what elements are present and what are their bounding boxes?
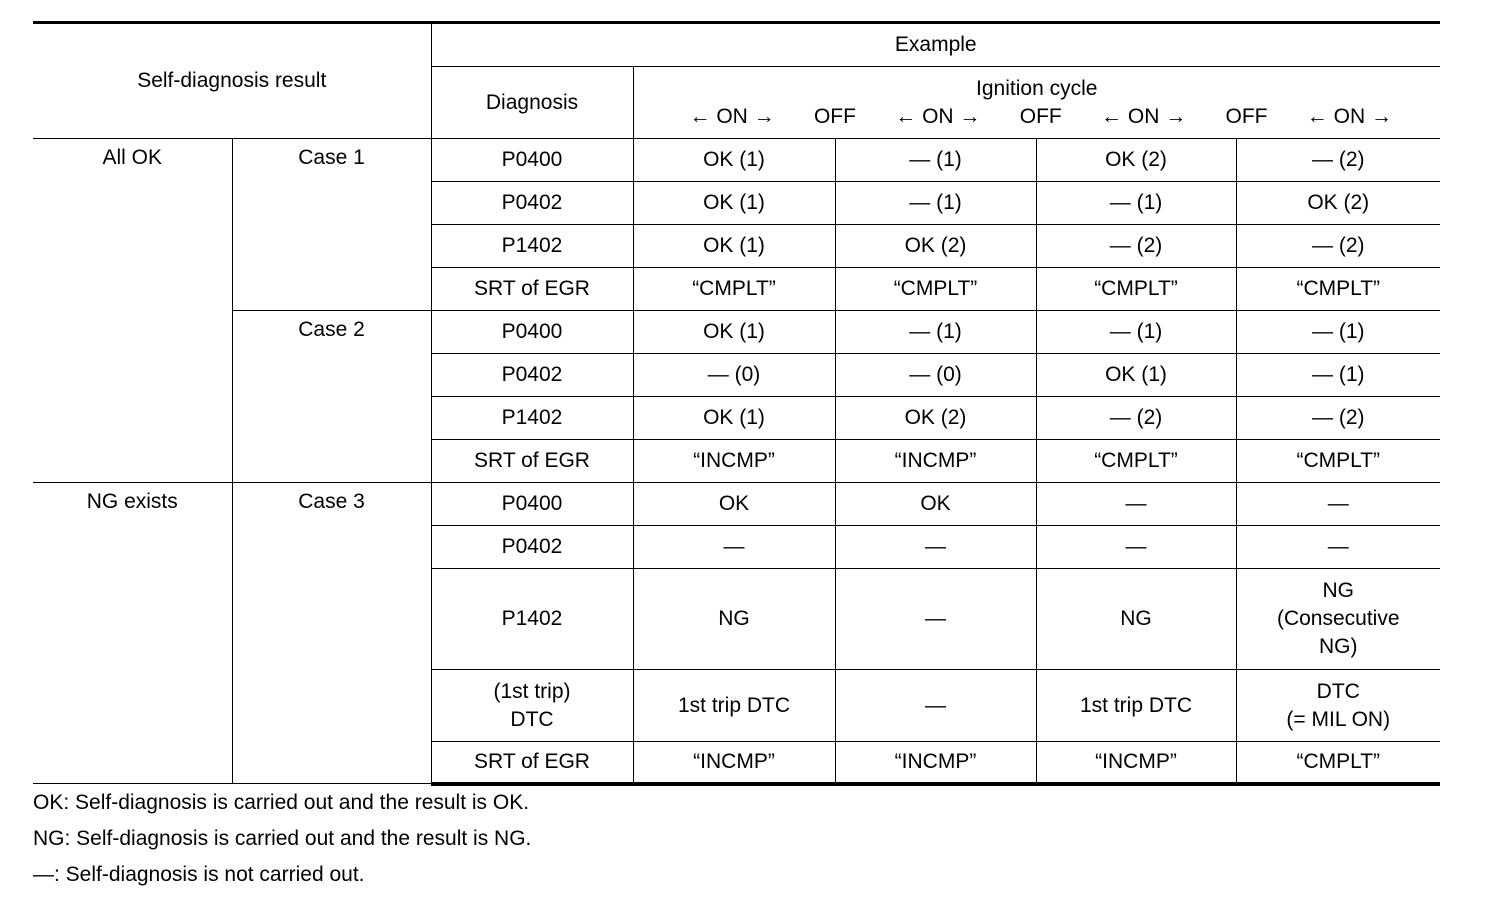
- value-cell: OK: [633, 483, 835, 526]
- note-not-carried-out: —: Self-diagnosis is not carried out.: [33, 863, 365, 886]
- value-cell: “CMPLT”: [633, 268, 835, 311]
- self-diagnosis-result-header: Self-diagnosis result: [33, 23, 431, 139]
- value-cell: — (1): [1036, 182, 1236, 225]
- value-cell: OK (2): [1036, 139, 1236, 182]
- value-cell: — (1): [835, 311, 1036, 354]
- cycle-on-4: ← ON →: [1306, 104, 1392, 128]
- case-3-label: Case 3: [232, 483, 431, 784]
- value-cell: — (2): [1036, 225, 1236, 268]
- value-cell: — (2): [1236, 397, 1440, 440]
- value-cell: — (1): [1236, 311, 1440, 354]
- note-ng: NG: Self-diagnosis is carried out and the result is NG.: [33, 827, 532, 850]
- ignition-cycle-title: Ignition cycle: [976, 76, 1098, 100]
- srt-table-document: [33, 21, 1440, 786]
- srt-diagnosis-table: [33, 21, 1440, 786]
- value-cell: —: [1036, 483, 1236, 526]
- group-ng-exists: NG exists: [33, 483, 232, 784]
- diagnosis-cell: P0402: [431, 354, 633, 397]
- value-cell: — (1): [835, 139, 1036, 182]
- ignition-cycle-header: [633, 67, 1440, 139]
- value-cell: OK: [835, 483, 1036, 526]
- example-header: Example: [431, 23, 1440, 67]
- cycle-on-3: ← ON →: [1101, 104, 1187, 128]
- diagnosis-cell: SRT of EGR: [431, 268, 633, 311]
- value-cell: “CMPLT”: [1036, 440, 1236, 483]
- value-cell: 1st trip DTC: [633, 670, 835, 742]
- value-cell: — (2): [1236, 225, 1440, 268]
- value-cell: OK (1): [633, 225, 835, 268]
- value-cell: NG: [633, 569, 835, 670]
- cycle-on-1: ← ON →: [689, 104, 775, 128]
- value-cell: OK (2): [835, 397, 1036, 440]
- value-cell: NG (Consecutive NG): [1236, 569, 1440, 670]
- value-cell: “INCMP”: [835, 742, 1036, 784]
- value-cell: OK (1): [633, 311, 835, 354]
- value-cell: —: [1236, 526, 1440, 569]
- value-cell: — (1): [1236, 354, 1440, 397]
- value-cell: OK (2): [835, 225, 1036, 268]
- diagnosis-cell: SRT of EGR: [431, 440, 633, 483]
- diagnosis-cell: P0400: [431, 139, 633, 182]
- value-cell: “INCMP”: [835, 440, 1036, 483]
- diagnosis-cell: P0402: [431, 182, 633, 225]
- diagnosis-cell: P1402: [431, 569, 633, 670]
- diagnosis-cell: P0402: [431, 526, 633, 569]
- value-cell: OK (1): [633, 397, 835, 440]
- table-row: [33, 311, 1440, 354]
- value-cell: “INCMP”: [1036, 742, 1236, 784]
- cycle-off-1: OFF: [813, 104, 856, 128]
- table-row: [33, 139, 1440, 182]
- value-cell: 1st trip DTC: [1036, 670, 1236, 742]
- value-cell: OK (1): [1036, 354, 1236, 397]
- cycle-off-2: OFF: [1019, 104, 1062, 128]
- value-cell: “CMPLT”: [835, 268, 1036, 311]
- legend-notes: [33, 790, 531, 898]
- diagnosis-cell: P1402: [431, 225, 633, 268]
- value-cell: — (0): [835, 354, 1036, 397]
- value-cell: “CMPLT”: [1236, 268, 1440, 311]
- value-cell: —: [835, 569, 1036, 670]
- case-1-label: Case 1: [232, 139, 431, 311]
- value-cell: “INCMP”: [633, 440, 835, 483]
- diagnosis-cell: SRT of EGR: [431, 742, 633, 784]
- value-cell: —: [1236, 483, 1440, 526]
- cycle-on-2: ← ON →: [895, 104, 981, 128]
- value-cell: —: [1036, 526, 1236, 569]
- value-cell: —: [835, 670, 1036, 742]
- value-cell: — (2): [1036, 397, 1236, 440]
- value-cell: OK (1): [633, 139, 835, 182]
- group-all-ok: All OK: [33, 139, 232, 483]
- value-cell: — (1): [835, 182, 1036, 225]
- value-cell: — (0): [633, 354, 835, 397]
- diagnosis-cell: P1402: [431, 397, 633, 440]
- value-cell: OK (2): [1236, 182, 1440, 225]
- diagnosis-cell: (1st trip) DTC: [431, 670, 633, 742]
- value-cell: “CMPLT”: [1236, 440, 1440, 483]
- value-cell: DTC (= MIL ON): [1236, 670, 1440, 742]
- diagnosis-cell: P0400: [431, 311, 633, 354]
- ignition-cycle-sequence: [634, 103, 1441, 131]
- diagnosis-cell: P0400: [431, 483, 633, 526]
- value-cell: OK (1): [633, 182, 835, 225]
- case-2-label: Case 2: [232, 311, 431, 483]
- diagnosis-header: Diagnosis: [431, 67, 633, 139]
- value-cell: “INCMP”: [633, 742, 835, 784]
- value-cell: — (2): [1236, 139, 1440, 182]
- value-cell: —: [633, 526, 835, 569]
- value-cell: —: [835, 526, 1036, 569]
- value-cell: NG: [1036, 569, 1236, 670]
- note-ok: OK: Self-diagnosis is carried out and the result is OK.: [33, 791, 530, 814]
- cycle-off-3: OFF: [1225, 104, 1268, 128]
- value-cell: “CMPLT”: [1036, 268, 1236, 311]
- table-row: [33, 483, 1440, 526]
- value-cell: “CMPLT”: [1236, 742, 1440, 784]
- value-cell: — (1): [1036, 311, 1236, 354]
